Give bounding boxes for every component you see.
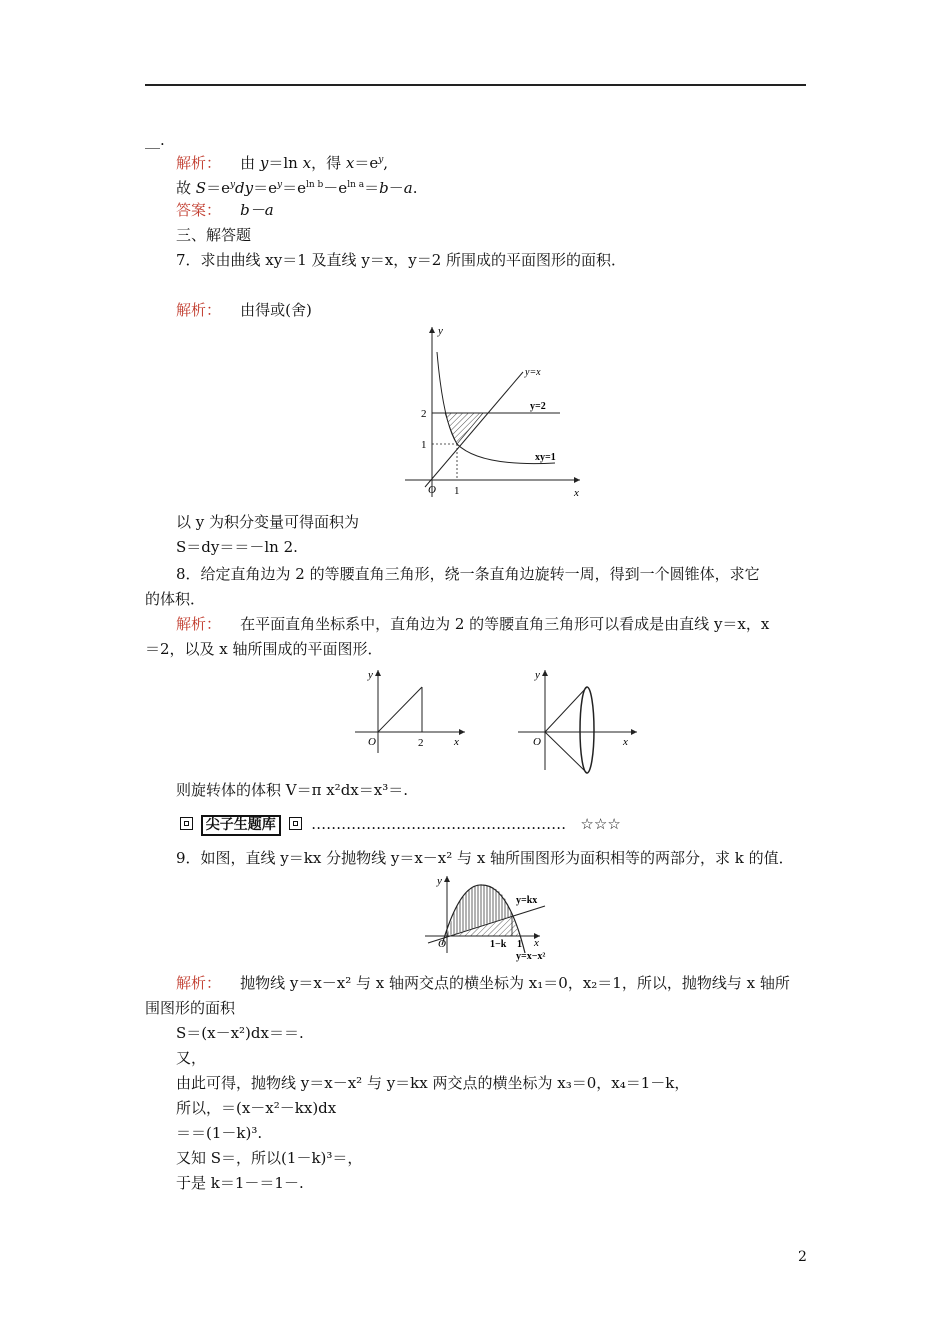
- section-title: 三、解答题: [176, 226, 252, 244]
- label-1: 1: [517, 939, 522, 950]
- text: －: [388, 179, 404, 197]
- label-y: y: [368, 669, 373, 681]
- label-origin: O: [438, 938, 446, 950]
- var: a: [403, 179, 413, 197]
- label-parabola: y=x−x²: [516, 951, 546, 962]
- var: S: [195, 179, 207, 197]
- x-arrow: [574, 477, 580, 483]
- banner: [180, 814, 621, 836]
- label-origin: O: [533, 736, 541, 748]
- analysis-label: 解析：: [176, 974, 222, 992]
- text: ＝e: [282, 179, 306, 197]
- sup: y: [277, 180, 283, 190]
- answer-value: b－a: [240, 201, 274, 219]
- q9-analysis-l8: 又知 S＝，所以(1－k)³＝，: [176, 1149, 363, 1167]
- q9-analysis-l2: 围图形的面积: [145, 999, 236, 1017]
- q7-analysis: [176, 300, 312, 320]
- label-1x: 1: [454, 485, 460, 497]
- sup: ln a: [347, 180, 365, 190]
- text: －e: [323, 179, 348, 197]
- var: y: [259, 154, 269, 172]
- analysis-text: 抛物线 y＝x－x² 与 x 轴两交点的横坐标为 x₁＝0，x₂＝1，所以，抛物线与 x 轴所: [240, 974, 790, 992]
- q8-figure-triangle: [350, 665, 470, 755]
- q7-question: 7．求由曲线 xy＝1 及直线 y＝x，y＝2 所围成的平面图形的面积．: [176, 251, 627, 269]
- label-x: x: [534, 937, 539, 949]
- shaded-region: [445, 413, 483, 444]
- q6-formula-line: 故 $S=e^ydy=e^y=e^{ln b}-e^{ln a}=b-a$.: [176, 179, 418, 197]
- q9-figure: [420, 873, 570, 963]
- q8-volume: 则旋转体的体积 V＝π x²dx＝x³＝.: [176, 781, 409, 799]
- y-arrow: [542, 670, 548, 676]
- text: ＝ln: [268, 154, 303, 172]
- label-ykx: y=kx: [516, 895, 538, 906]
- x-arrow: [631, 729, 637, 735]
- sup: y: [378, 155, 384, 165]
- banner-stars: ☆☆☆: [580, 815, 621, 833]
- box-icon: [289, 817, 302, 830]
- q6-answer-line: [176, 200, 274, 220]
- q8-question-l2: 的体积．: [145, 590, 206, 608]
- banner-title: 尖子生题库: [201, 815, 281, 836]
- answer-label: 答案：: [176, 201, 222, 219]
- label-1y: 1: [421, 439, 427, 451]
- label-1-minus-k: 1−k: [490, 939, 507, 950]
- text: ＝: [364, 179, 380, 197]
- q9-analysis-l5: 由此可得，抛物线 y＝x－x² 与 y＝kx 两交点的横坐标为 x₃＝0，x₄＝1－k，: [176, 1074, 690, 1092]
- line-y-eq-x: [378, 687, 422, 732]
- q7-after-fig-2: S＝dy＝＝－ln 2.: [176, 538, 298, 556]
- label-y: y: [535, 669, 540, 681]
- label-2y: 2: [421, 408, 427, 420]
- q9-analysis-l9: 于是 k＝1－＝1－.: [176, 1174, 304, 1192]
- analysis-label: 解析：: [176, 301, 222, 319]
- box-icon: [180, 817, 193, 830]
- text: ＝e: [206, 179, 230, 197]
- line-y-eq-x: [425, 372, 523, 487]
- label-2: 2: [418, 737, 424, 749]
- q9-analysis-l4: 又，: [176, 1049, 207, 1067]
- label-curve: xy=1: [535, 452, 556, 463]
- y-arrow: [444, 876, 450, 882]
- sup: ln b: [306, 180, 324, 190]
- dy: dy: [235, 179, 254, 197]
- q8-analysis-l2: ＝2，以及 x 轴所围成的平面图形．: [145, 640, 383, 658]
- y-arrow: [429, 327, 435, 333]
- analysis-label: 解析：: [176, 615, 222, 633]
- q9-analysis-l1: [176, 973, 790, 993]
- label-line-yx: y=x: [525, 367, 541, 378]
- text: ＝e: [253, 179, 278, 197]
- label-y: y: [437, 875, 442, 887]
- analysis-text: 在平面直角坐标系中，直角边为 2 的等腰直角三角形可以看成是由直线 y＝x，x: [240, 615, 770, 633]
- sup: y: [229, 180, 236, 190]
- x-arrow: [459, 729, 465, 735]
- text: ，得: [311, 154, 346, 172]
- analysis-text: 由得或(舍): [240, 301, 312, 319]
- q8-analysis-l1: [176, 614, 769, 634]
- label-x: x: [623, 736, 628, 748]
- label-x: x: [574, 487, 579, 499]
- q9-analysis-l3: S＝(x－x²)dx＝＝.: [176, 1024, 304, 1042]
- page-number: 2: [798, 1249, 807, 1265]
- label-line-y2: y=2: [530, 401, 546, 412]
- var: x: [345, 154, 355, 172]
- label-x: x: [454, 736, 459, 748]
- text: 故: [176, 179, 196, 197]
- text: 由: [240, 154, 260, 172]
- q7-after-fig-1: 以 y 为积分变量可得面积为: [176, 513, 360, 531]
- header-rule: [145, 84, 806, 86]
- q8-question-l1: 8．给定直角边为 2 的等腰直角三角形，绕一条直角边旋转一周，得到一个圆锥体，求它: [176, 565, 760, 583]
- q9-question: 9．如图，直线 y＝kx 分抛物线 y＝x－x² 与 x 轴所围图形为面积相等的两部分，求 k 的值．: [176, 849, 794, 867]
- q9-analysis-l6: 所以，＝(x－x²－kx)dx: [176, 1099, 337, 1117]
- q8-figure-cone: [515, 665, 640, 775]
- var: b: [379, 179, 389, 197]
- q9-analysis-l7: ＝＝(1－k)³.: [176, 1124, 263, 1142]
- var: x: [302, 154, 312, 172]
- y-arrow: [375, 670, 381, 676]
- q6-analysis-line: 解析： 由 y＝ln x，得 $x=e^y$,: [176, 154, 389, 172]
- q7-figure: [395, 322, 590, 500]
- cone-base: [580, 687, 594, 773]
- label-origin: O: [368, 736, 376, 748]
- label-y: y: [438, 325, 443, 337]
- banner-dots: ……………………………………………: [311, 815, 567, 833]
- label-origin: O: [428, 484, 436, 496]
- text: ＝e: [354, 154, 379, 172]
- q6-blank: __.: [145, 131, 165, 149]
- analysis-label: 解析：: [176, 154, 222, 172]
